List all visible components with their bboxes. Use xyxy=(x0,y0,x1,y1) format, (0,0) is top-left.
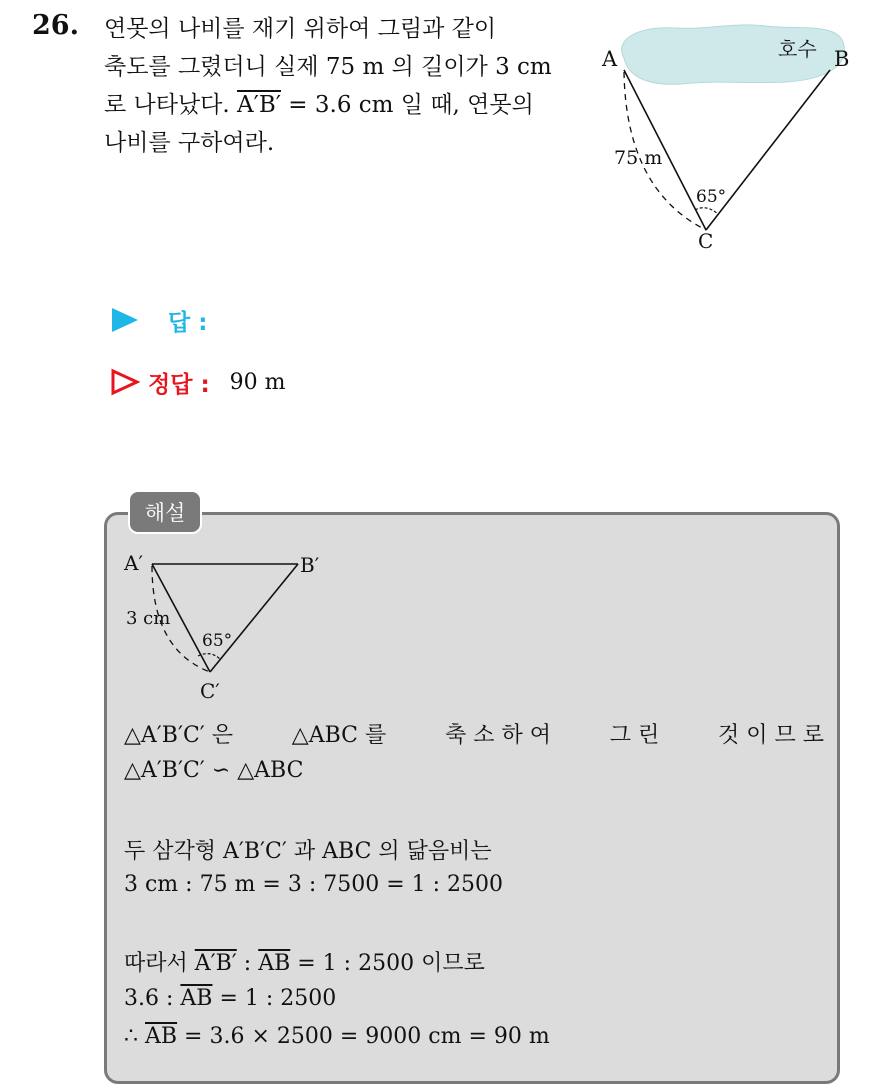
solution-line-6-start: 3.6 : xyxy=(124,986,181,1011)
solution-line-3: 두 삼각형 A′B′C′ 과 ABC 의 닮음비는 xyxy=(124,839,492,864)
label-b-prime: B′ xyxy=(300,553,320,577)
solution-line-1-word-5: 것 이 므 로 xyxy=(717,723,824,748)
question-line-3-start: 로 나타났다. xyxy=(104,92,238,118)
question-number: 26. xyxy=(32,10,79,41)
question-line-3-end: = 3.6 cm 일 때, 연못의 xyxy=(281,92,534,118)
segment-ab-ratio: $\overline{AB}$ xyxy=(258,951,291,976)
solution-line-5-end: = 1 : 2500 이므로 xyxy=(290,951,485,976)
side-length-label: 75 m xyxy=(614,147,663,169)
solution-line-5-start: 따라서 xyxy=(124,951,195,976)
solution-line-1-word-4: 그 린 xyxy=(609,723,660,748)
solution-line-5 xyxy=(124,946,485,977)
filled-triangle-icon xyxy=(110,306,140,334)
label-a: A xyxy=(602,47,618,71)
solution-line-5-colon: : xyxy=(236,951,259,976)
segment-ab-proportion: $\overline{AB}$ xyxy=(180,986,213,1011)
answer-section xyxy=(110,300,286,402)
solution-line-2: △A′B′C′ ∽ △ABC xyxy=(124,758,304,783)
solution-line-7-end: = 3.6 × 2500 = 9000 cm = 90 m xyxy=(177,1024,550,1049)
label-b: B xyxy=(834,47,850,71)
angle-arc xyxy=(695,208,718,214)
solution-line-1-word-2: △ABC 를 xyxy=(291,723,387,748)
correct-answer-value: 90 m xyxy=(229,369,286,395)
solution-line-6 xyxy=(124,986,336,1011)
outline-triangle-icon xyxy=(110,368,140,396)
segment-a-prime-b-prime-ratio: A′B′ xyxy=(194,951,237,976)
segment-ab-result: $\overline{AB}$ xyxy=(145,1024,178,1049)
correct-answer-label: 정답 : xyxy=(148,371,210,398)
lake-label: 호수 xyxy=(778,37,817,61)
solution-figure xyxy=(118,548,338,708)
label-a-prime: A′ xyxy=(124,551,143,575)
solution-line-1-word-1: △A′B′C′ 은 xyxy=(124,723,234,748)
question-line-1: 연못의 나비를 재기 위하여 그림과 같이 xyxy=(104,16,497,42)
lake-figure xyxy=(596,10,866,260)
solution-line-4: 3 cm : 75 m = 3 : 7500 = 1 : 2500 xyxy=(124,872,504,897)
label-c-prime: C′ xyxy=(200,679,220,703)
side-length-label-prime: 3 cm xyxy=(126,608,171,629)
angle-label-prime: 65° xyxy=(202,631,233,651)
solution-line-7 xyxy=(124,1024,550,1049)
question-line-4: 나비를 구하여라. xyxy=(104,130,275,156)
solution-line-1 xyxy=(124,718,824,749)
question-line-3 xyxy=(104,86,584,124)
answer-label: 답 : xyxy=(168,309,208,336)
segment-a-prime-b-prime: A′B′ xyxy=(237,92,281,118)
side-b-prime-c-prime xyxy=(210,564,298,672)
correct-answer-row xyxy=(110,362,286,402)
solution-tab: 해설 xyxy=(128,490,202,534)
solution-line-1-word-3: 축 소 하 여 xyxy=(444,723,551,748)
question-line-2: 축도를 그렸더니 실제 75 m 의 길이가 3 cm xyxy=(104,54,552,80)
question-text xyxy=(104,10,584,162)
solution-line-6-end: = 1 : 2500 xyxy=(212,986,337,1011)
solution-line-7-start: ∴ xyxy=(124,1024,145,1049)
label-c: C xyxy=(698,229,714,253)
answer-row xyxy=(110,300,286,340)
angle-label: 65° xyxy=(696,187,727,207)
